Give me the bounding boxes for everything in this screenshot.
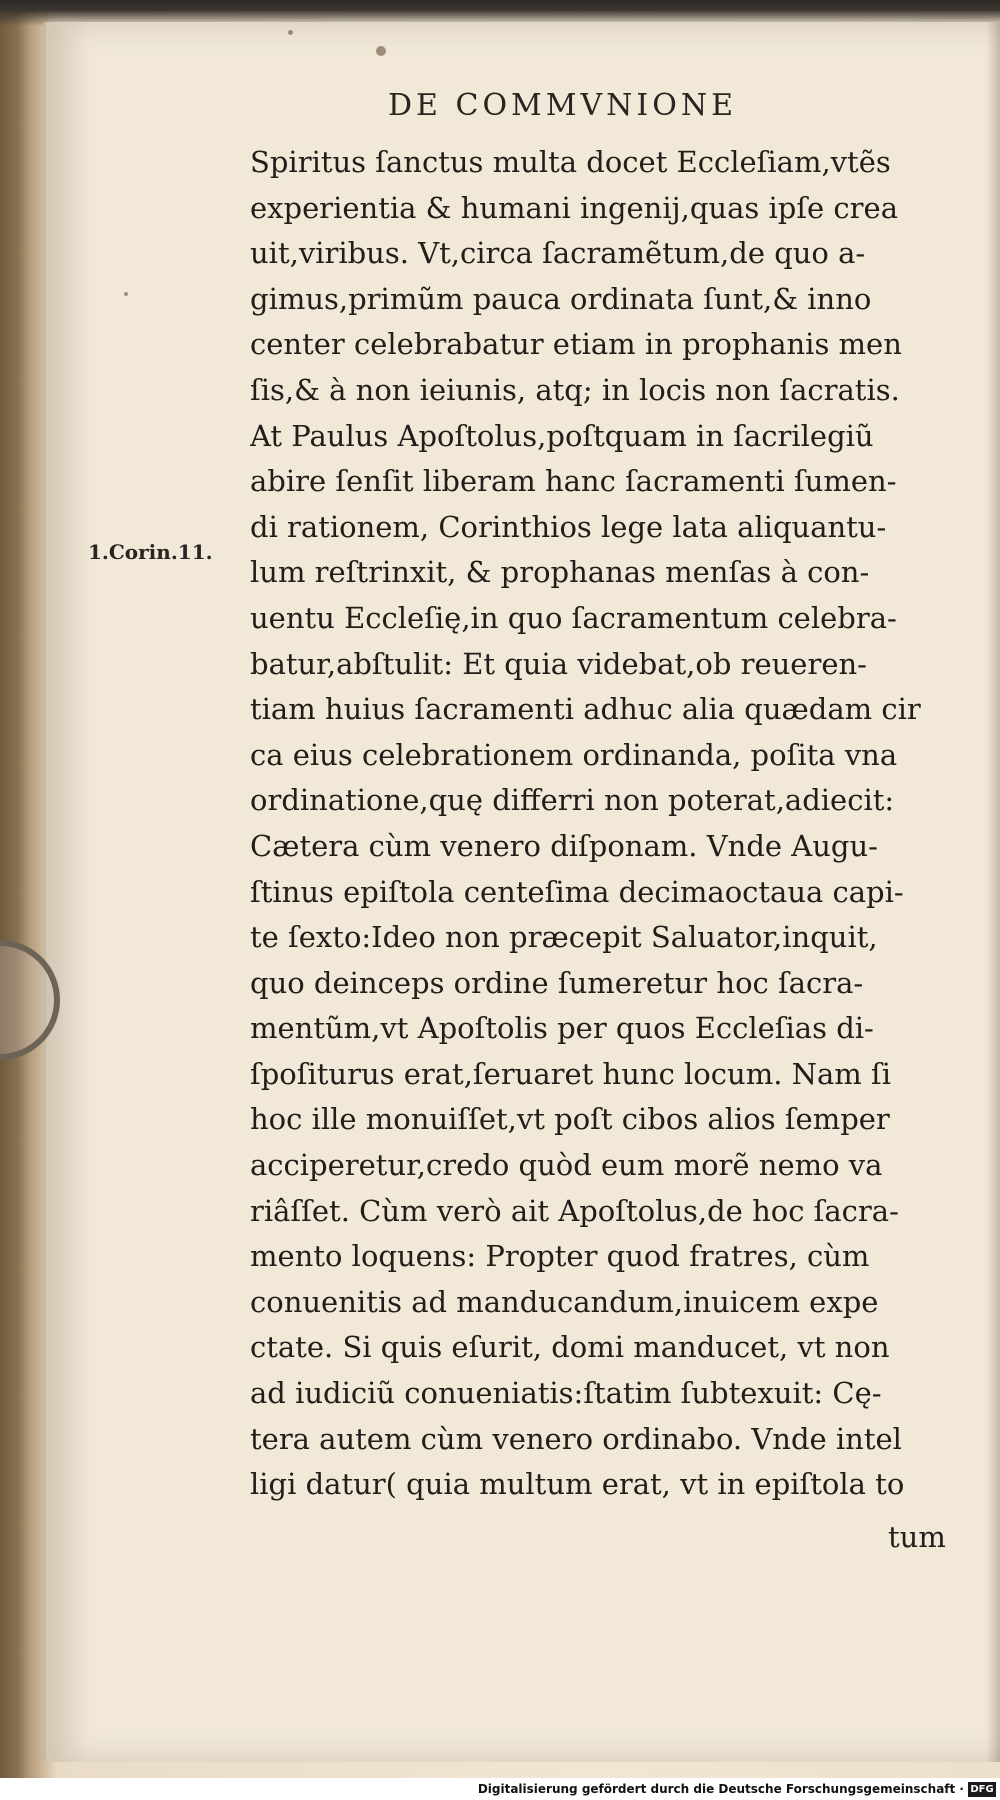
text-line: uentu Eccleſię,in quo ſacramentum celebra- bbox=[250, 600, 897, 635]
digitization-footer bbox=[0, 1778, 1000, 1800]
text-line: mento loquens: Propter quod fratres, cùm bbox=[250, 1239, 870, 1274]
text-line: ad iudiciũ conueniatis:ſtatim ſubtexuit: Cę- bbox=[250, 1376, 882, 1411]
catchword: tum bbox=[888, 1520, 946, 1554]
text-line: acciperetur,credo quòd eum morẽ nemo va bbox=[250, 1148, 883, 1183]
text-line: ſpoſiturus erat,ſeruaret hunc locum. Nam ſi bbox=[250, 1056, 892, 1091]
foxing-spot bbox=[376, 46, 386, 56]
text-line: Spiritus ſanctus multa docet Eccleſiam,vtẽs bbox=[250, 145, 891, 179]
funding-credit: Digitalisierung gefördert durch die Deutsche Forschungsgemeinschaft · bbox=[477, 1782, 964, 1796]
text-line: ca eius celebrationem ordinanda, poſita vna bbox=[250, 737, 898, 772]
foxing-spot bbox=[124, 292, 128, 296]
text-line: Cætera cùm venero diſponam. Vnde Augu- bbox=[250, 828, 878, 863]
dfg-logo: DFG bbox=[968, 1782, 996, 1797]
foxing-spot bbox=[288, 30, 293, 35]
text-line: batur,abſtulit: Et quia videbat,ob reueren- bbox=[250, 646, 867, 681]
text-line: mentũm,vt Apoſtolis per quos Eccleſias di- bbox=[250, 1011, 874, 1046]
text-line: abire ſenſit liberam hanc ſacramenti ſumen- bbox=[250, 464, 897, 499]
text-line: tiam huius ſacramenti adhuc alia quædam cir bbox=[250, 692, 921, 727]
body-text bbox=[250, 140, 970, 1508]
text-line: gimus,primũm pauca ordinata ſunt,& inno bbox=[250, 281, 872, 316]
text-line: experientia & humani ingenij,quas ipſe crea bbox=[250, 190, 898, 225]
text-line: ſis,& à non ieiunis, atq; in locis non ſacratis. bbox=[250, 372, 900, 407]
text-line: uit,viribus. Vt,circa ſacramẽtum,de quo a- bbox=[250, 236, 866, 271]
margin-note-reference: 1.Corin.11. bbox=[88, 540, 213, 564]
text-line: lum reſtrinxit, & prophanas menſas à con- bbox=[250, 555, 870, 590]
page-fore-edge bbox=[986, 22, 1000, 1762]
text-line: quo deinceps ordine ſumeretur hoc ſacra- bbox=[250, 965, 864, 1000]
text-line: ligi datur( quia multum erat, vt in epiſtola to bbox=[250, 1467, 905, 1502]
text-line: At Paulus Apoſtolus,poſtquam in ſacrilegiũ bbox=[250, 418, 874, 453]
text-line: tera autem cùm venero ordinabo. Vnde intel bbox=[250, 1421, 902, 1456]
text-line: conuenitis ad manducandum,inuicem expe bbox=[250, 1284, 879, 1319]
text-line: ſtinus epiſtola centeſima decimaoctaua capi- bbox=[250, 874, 904, 909]
text-line: te ſexto:Ideo non præcepit Saluator,inquit, bbox=[250, 920, 878, 955]
text-line: ordinatione,quę differri non poterat,adiecit: bbox=[250, 783, 895, 818]
text-line: ctate. Si quis eſurit, domi manducet, vt non bbox=[250, 1330, 890, 1365]
text-line: riâſſet. Cùm verò ait Apoſtolus,de hoc ſacra- bbox=[250, 1193, 899, 1228]
running-head: DE COMMVNIONE bbox=[388, 88, 737, 123]
text-line: center celebrabatur etiam in prophanis men bbox=[250, 327, 902, 362]
text-line: hoc ille monuiſſet,vt poſt cibos alios ſemper bbox=[250, 1102, 890, 1137]
text-line: di rationem, Corinthios lege lata aliquantu- bbox=[250, 509, 887, 544]
